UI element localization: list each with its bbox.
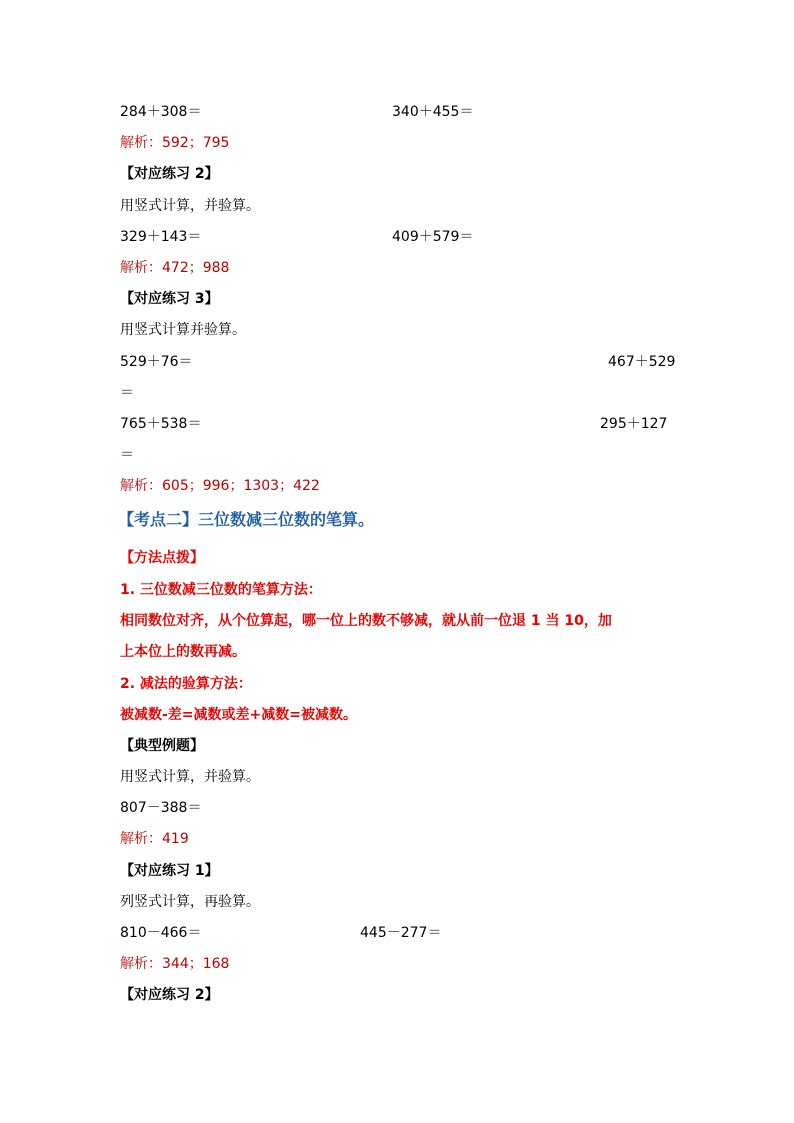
analysis-answer: 解析：419 <box>120 831 189 847</box>
analysis-answer: 解析：344；168 <box>120 956 230 972</box>
example-title: 【典型例题】 <box>120 738 204 754</box>
practice-2-title: 【对应练习 2】 <box>120 987 219 1003</box>
problem-810-minus-466: 810－466＝ <box>120 925 202 941</box>
wrapped-equals: ＝ <box>120 447 134 463</box>
method-2-title: 2. 减法的验算方法： <box>120 676 252 692</box>
section-heading: 【考点二】三位数减三位数的笔算。 <box>118 510 375 529</box>
problem-295-plus-127: 295＋127 <box>600 416 668 432</box>
practice-instruction: 列竖式计算，再验算。 <box>120 894 260 910</box>
problem-445-minus-277: 445－277＝ <box>360 925 442 941</box>
example-instruction: 用竖式计算，并验算。 <box>120 769 260 785</box>
problem-284-plus-308: 284＋308＝ <box>120 104 202 120</box>
practice-3-title: 【对应练习 3】 <box>120 291 219 307</box>
method-1-body-line-2: 上本位上的数再减。 <box>120 644 246 660</box>
method-1-title: 1. 三位数减三位数的笔算方法： <box>120 582 322 598</box>
practice-1-title: 【对应练习 1】 <box>120 863 219 879</box>
problem-409-plus-579: 409＋579＝ <box>392 229 474 245</box>
method-2-body: 被减数-差=减数或差+减数=被减数。 <box>120 707 358 723</box>
problem-765-plus-538: 765＋538＝ <box>120 416 202 432</box>
problem-529-plus-76: 529＋76＝ <box>120 354 193 370</box>
problem-340-plus-455: 340＋455＝ <box>392 104 474 120</box>
problem-329-plus-143: 329＋143＝ <box>120 229 202 245</box>
wrapped-equals: ＝ <box>120 385 134 401</box>
method-title: 【方法点拨】 <box>120 550 204 566</box>
problem-807-minus-388: 807－388＝ <box>120 800 202 816</box>
practice-2-title: 【对应练习 2】 <box>120 166 219 182</box>
analysis-answer: 解析：472；988 <box>120 260 230 276</box>
method-1-body-line-1: 相同数位对齐，从个位算起，哪一位上的数不够减，就从前一位退 1 当 10，加 <box>120 613 612 629</box>
practice-instruction: 用竖式计算，并验算。 <box>120 198 260 214</box>
practice-instruction: 用竖式计算并验算。 <box>120 322 246 338</box>
analysis-answer: 解析：592；795 <box>120 135 230 151</box>
analysis-answer: 解析：605；996；1303；422 <box>120 478 320 494</box>
problem-467-plus-529: 467＋529 <box>608 354 676 370</box>
